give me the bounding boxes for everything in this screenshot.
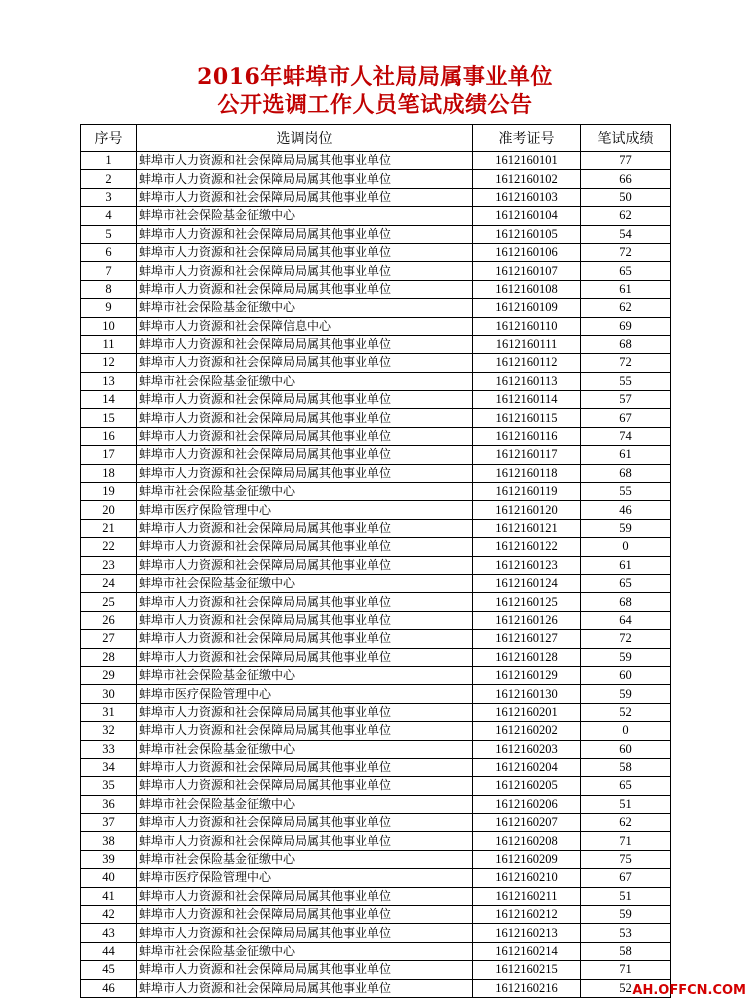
table-row bbox=[81, 869, 671, 887]
table-row bbox=[81, 372, 671, 390]
row-score: 51 bbox=[581, 887, 671, 905]
row-exam-number: 1612160210 bbox=[473, 869, 581, 887]
row-exam-number: 1612160119 bbox=[473, 483, 581, 501]
table-row bbox=[81, 648, 671, 666]
row-exam-number: 1612160214 bbox=[473, 942, 581, 960]
row-score: 61 bbox=[581, 446, 671, 464]
row-exam-number: 1612160106 bbox=[473, 243, 581, 261]
row-position: 蚌埠市人力资源和社会保障局局属其他事业单位 bbox=[137, 446, 473, 464]
table-row bbox=[81, 446, 671, 464]
row-position: 蚌埠市医疗保险管理中心 bbox=[137, 869, 473, 887]
row-exam-number: 1612160120 bbox=[473, 501, 581, 519]
row-position: 蚌埠市人力资源和社会保障局局属其他事业单位 bbox=[137, 354, 473, 372]
row-seq: 16 bbox=[81, 427, 137, 445]
page-title-line-1: 2016年蚌埠市人社局局属事业单位 bbox=[197, 64, 553, 90]
row-position: 蚌埠市人力资源和社会保障局局属其他事业单位 bbox=[137, 777, 473, 795]
table-row bbox=[81, 685, 671, 703]
row-seq: 18 bbox=[81, 464, 137, 482]
row-position: 蚌埠市社会保险基金征缴中心 bbox=[137, 483, 473, 501]
row-exam-number: 1612160121 bbox=[473, 519, 581, 537]
row-exam-number: 1612160124 bbox=[473, 574, 581, 592]
row-score: 72 bbox=[581, 243, 671, 261]
row-score: 62 bbox=[581, 299, 671, 317]
row-seq: 30 bbox=[81, 685, 137, 703]
row-seq: 1 bbox=[81, 152, 137, 170]
table-row bbox=[81, 556, 671, 574]
results-table bbox=[80, 124, 671, 998]
row-score: 65 bbox=[581, 777, 671, 795]
row-exam-number: 1612160209 bbox=[473, 850, 581, 868]
table-row bbox=[81, 501, 671, 519]
row-seq: 13 bbox=[81, 372, 137, 390]
table-row bbox=[81, 814, 671, 832]
table-row bbox=[81, 630, 671, 648]
row-score: 55 bbox=[581, 483, 671, 501]
header-row bbox=[81, 125, 671, 152]
row-seq: 5 bbox=[81, 225, 137, 243]
row-score: 58 bbox=[581, 942, 671, 960]
row-seq: 27 bbox=[81, 630, 137, 648]
row-exam-number: 1612160126 bbox=[473, 611, 581, 629]
row-score: 46 bbox=[581, 501, 671, 519]
row-score: 71 bbox=[581, 832, 671, 850]
row-seq: 29 bbox=[81, 666, 137, 684]
row-seq: 17 bbox=[81, 446, 137, 464]
row-seq: 32 bbox=[81, 722, 137, 740]
row-seq: 38 bbox=[81, 832, 137, 850]
table-row bbox=[81, 299, 671, 317]
row-seq: 43 bbox=[81, 924, 137, 942]
row-seq: 21 bbox=[81, 519, 137, 537]
row-seq: 24 bbox=[81, 574, 137, 592]
row-score: 74 bbox=[581, 427, 671, 445]
row-seq: 2 bbox=[81, 170, 137, 188]
row-exam-number: 1612160201 bbox=[473, 703, 581, 721]
row-exam-number: 1612160102 bbox=[473, 170, 581, 188]
row-position: 蚌埠市社会保险基金征缴中心 bbox=[137, 666, 473, 684]
row-position: 蚌埠市人力资源和社会保障局局属其他事业单位 bbox=[137, 427, 473, 445]
table-row bbox=[81, 758, 671, 776]
row-position: 蚌埠市社会保险基金征缴中心 bbox=[137, 372, 473, 390]
table-row bbox=[81, 611, 671, 629]
row-score: 58 bbox=[581, 758, 671, 776]
row-seq: 4 bbox=[81, 207, 137, 225]
row-score: 59 bbox=[581, 519, 671, 537]
row-position: 蚌埠市人力资源和社会保障信息中心 bbox=[137, 317, 473, 335]
row-exam-number: 1612160103 bbox=[473, 188, 581, 206]
row-position: 蚌埠市社会保险基金征缴中心 bbox=[137, 942, 473, 960]
row-seq: 34 bbox=[81, 758, 137, 776]
row-exam-number: 1612160128 bbox=[473, 648, 581, 666]
row-exam-number: 1612160125 bbox=[473, 593, 581, 611]
row-exam-number: 1612160108 bbox=[473, 280, 581, 298]
row-seq: 28 bbox=[81, 648, 137, 666]
row-score: 67 bbox=[581, 409, 671, 427]
table-row bbox=[81, 703, 671, 721]
row-position: 蚌埠市人力资源和社会保障局局属其他事业单位 bbox=[137, 961, 473, 979]
row-seq: 11 bbox=[81, 335, 137, 353]
row-seq: 46 bbox=[81, 979, 137, 997]
row-score: 64 bbox=[581, 611, 671, 629]
table-row bbox=[81, 464, 671, 482]
row-position: 蚌埠市人力资源和社会保障局局属其他事业单位 bbox=[137, 593, 473, 611]
row-seq: 25 bbox=[81, 593, 137, 611]
row-position: 蚌埠市人力资源和社会保障局局属其他事业单位 bbox=[137, 630, 473, 648]
table-row bbox=[81, 519, 671, 537]
row-position: 蚌埠市人力资源和社会保障局局属其他事业单位 bbox=[137, 243, 473, 261]
row-exam-number: 1612160105 bbox=[473, 225, 581, 243]
header-score: 笔试成绩 bbox=[581, 125, 671, 152]
row-score: 72 bbox=[581, 354, 671, 372]
row-seq: 40 bbox=[81, 869, 137, 887]
row-position: 蚌埠市社会保险基金征缴中心 bbox=[137, 850, 473, 868]
row-position: 蚌埠市人力资源和社会保障局局属其他事业单位 bbox=[137, 391, 473, 409]
row-position: 蚌埠市人力资源和社会保障局局属其他事业单位 bbox=[137, 979, 473, 997]
table-row bbox=[81, 170, 671, 188]
row-position: 蚌埠市人力资源和社会保障局局属其他事业单位 bbox=[137, 611, 473, 629]
row-exam-number: 1612160127 bbox=[473, 630, 581, 648]
row-seq: 3 bbox=[81, 188, 137, 206]
row-score: 59 bbox=[581, 906, 671, 924]
row-exam-number: 1612160101 bbox=[473, 152, 581, 170]
row-exam-number: 1612160206 bbox=[473, 795, 581, 813]
row-seq: 41 bbox=[81, 887, 137, 905]
page-title-line-2: 公开选调工作人员笔试成绩公告 bbox=[217, 92, 533, 118]
row-seq: 37 bbox=[81, 814, 137, 832]
row-score: 52 bbox=[581, 703, 671, 721]
table-row bbox=[81, 538, 671, 556]
row-position: 蚌埠市人力资源和社会保障局局属其他事业单位 bbox=[137, 335, 473, 353]
row-position: 蚌埠市医疗保险管理中心 bbox=[137, 685, 473, 703]
table-row bbox=[81, 280, 671, 298]
table-row bbox=[81, 887, 671, 905]
row-exam-number: 1612160115 bbox=[473, 409, 581, 427]
row-score: 71 bbox=[581, 961, 671, 979]
row-position: 蚌埠市人力资源和社会保障局局属其他事业单位 bbox=[137, 887, 473, 905]
row-exam-number: 1612160114 bbox=[473, 391, 581, 409]
row-exam-number: 1612160207 bbox=[473, 814, 581, 832]
row-seq: 44 bbox=[81, 942, 137, 960]
table-row bbox=[81, 722, 671, 740]
row-exam-number: 1612160216 bbox=[473, 979, 581, 997]
table-row bbox=[81, 795, 671, 813]
row-score: 66 bbox=[581, 170, 671, 188]
row-seq: 10 bbox=[81, 317, 137, 335]
row-position: 蚌埠市医疗保险管理中心 bbox=[137, 501, 473, 519]
row-position: 蚌埠市人力资源和社会保障局局属其他事业单位 bbox=[137, 722, 473, 740]
row-seq: 23 bbox=[81, 556, 137, 574]
table-row bbox=[81, 777, 671, 795]
row-score: 67 bbox=[581, 869, 671, 887]
row-position: 蚌埠市人力资源和社会保障局局属其他事业单位 bbox=[137, 409, 473, 427]
row-exam-number: 1612160113 bbox=[473, 372, 581, 390]
row-score: 62 bbox=[581, 207, 671, 225]
row-seq: 14 bbox=[81, 391, 137, 409]
table-row bbox=[81, 832, 671, 850]
row-score: 61 bbox=[581, 556, 671, 574]
row-score: 50 bbox=[581, 188, 671, 206]
row-seq: 8 bbox=[81, 280, 137, 298]
row-position: 蚌埠市社会保险基金征缴中心 bbox=[137, 299, 473, 317]
row-seq: 45 bbox=[81, 961, 137, 979]
row-position: 蚌埠市社会保险基金征缴中心 bbox=[137, 207, 473, 225]
row-position: 蚌埠市人力资源和社会保障局局属其他事业单位 bbox=[137, 832, 473, 850]
table-row bbox=[81, 354, 671, 372]
row-position: 蚌埠市人力资源和社会保障局局属其他事业单位 bbox=[137, 152, 473, 170]
row-exam-number: 1612160107 bbox=[473, 262, 581, 280]
table-row bbox=[81, 207, 671, 225]
row-score: 55 bbox=[581, 372, 671, 390]
row-score: 75 bbox=[581, 850, 671, 868]
row-exam-number: 1612160116 bbox=[473, 427, 581, 445]
row-score: 0 bbox=[581, 538, 671, 556]
row-position: 蚌埠市人力资源和社会保障局局属其他事业单位 bbox=[137, 188, 473, 206]
row-score: 65 bbox=[581, 262, 671, 280]
row-position: 蚌埠市人力资源和社会保障局局属其他事业单位 bbox=[137, 758, 473, 776]
header-position: 选调岗位 bbox=[137, 125, 473, 152]
row-position: 蚌埠市社会保险基金征缴中心 bbox=[137, 740, 473, 758]
row-position: 蚌埠市人力资源和社会保障局局属其他事业单位 bbox=[137, 280, 473, 298]
row-position: 蚌埠市社会保险基金征缴中心 bbox=[137, 574, 473, 592]
row-seq: 33 bbox=[81, 740, 137, 758]
row-seq: 19 bbox=[81, 483, 137, 501]
table-row bbox=[81, 391, 671, 409]
row-seq: 12 bbox=[81, 354, 137, 372]
row-score: 77 bbox=[581, 152, 671, 170]
row-seq: 20 bbox=[81, 501, 137, 519]
row-exam-number: 1612160122 bbox=[473, 538, 581, 556]
row-exam-number: 1612160215 bbox=[473, 961, 581, 979]
row-exam-number: 1612160213 bbox=[473, 924, 581, 942]
row-seq: 9 bbox=[81, 299, 137, 317]
header-exam-number: 准考证号 bbox=[473, 125, 581, 152]
row-score: 59 bbox=[581, 685, 671, 703]
row-exam-number: 1612160117 bbox=[473, 446, 581, 464]
row-exam-number: 1612160109 bbox=[473, 299, 581, 317]
row-seq: 35 bbox=[81, 777, 137, 795]
table-row bbox=[81, 961, 671, 979]
row-position: 蚌埠市人力资源和社会保障局局属其他事业单位 bbox=[137, 538, 473, 556]
row-exam-number: 1612160208 bbox=[473, 832, 581, 850]
row-position: 蚌埠市人力资源和社会保障局局属其他事业单位 bbox=[137, 814, 473, 832]
row-score: 60 bbox=[581, 666, 671, 684]
table-row bbox=[81, 188, 671, 206]
row-exam-number: 1612160205 bbox=[473, 777, 581, 795]
row-score: 68 bbox=[581, 593, 671, 611]
row-exam-number: 1612160211 bbox=[473, 887, 581, 905]
row-position: 蚌埠市人力资源和社会保障局局属其他事业单位 bbox=[137, 924, 473, 942]
row-position: 蚌埠市人力资源和社会保障局局属其他事业单位 bbox=[137, 170, 473, 188]
table-row bbox=[81, 906, 671, 924]
row-exam-number: 1612160118 bbox=[473, 464, 581, 482]
row-exam-number: 1612160112 bbox=[473, 354, 581, 372]
table-row bbox=[81, 427, 671, 445]
table-row bbox=[81, 574, 671, 592]
row-score: 0 bbox=[581, 722, 671, 740]
row-position: 蚌埠市人力资源和社会保障局局属其他事业单位 bbox=[137, 519, 473, 537]
row-score: 57 bbox=[581, 391, 671, 409]
row-position: 蚌埠市人力资源和社会保障局局属其他事业单位 bbox=[137, 464, 473, 482]
row-position: 蚌埠市社会保险基金征缴中心 bbox=[137, 795, 473, 813]
row-position: 蚌埠市人力资源和社会保障局局属其他事业单位 bbox=[137, 262, 473, 280]
row-score: 60 bbox=[581, 740, 671, 758]
row-position: 蚌埠市人力资源和社会保障局局属其他事业单位 bbox=[137, 906, 473, 924]
row-exam-number: 1612160204 bbox=[473, 758, 581, 776]
row-score: 68 bbox=[581, 464, 671, 482]
row-exam-number: 1612160202 bbox=[473, 722, 581, 740]
row-score: 72 bbox=[581, 630, 671, 648]
row-seq: 7 bbox=[81, 262, 137, 280]
table-row bbox=[81, 317, 671, 335]
table-row bbox=[81, 409, 671, 427]
table-row bbox=[81, 924, 671, 942]
row-seq: 36 bbox=[81, 795, 137, 813]
watermark-text: AH.OFFCN.COM bbox=[632, 983, 746, 998]
row-position: 蚌埠市人力资源和社会保障局局属其他事业单位 bbox=[137, 703, 473, 721]
table-row bbox=[81, 335, 671, 353]
row-score: 54 bbox=[581, 225, 671, 243]
row-position: 蚌埠市人力资源和社会保障局局属其他事业单位 bbox=[137, 225, 473, 243]
table-row bbox=[81, 850, 671, 868]
row-score: 62 bbox=[581, 814, 671, 832]
row-position: 蚌埠市人力资源和社会保障局局属其他事业单位 bbox=[137, 648, 473, 666]
row-seq: 31 bbox=[81, 703, 137, 721]
table-row bbox=[81, 979, 671, 997]
row-score: 65 bbox=[581, 574, 671, 592]
table-row bbox=[81, 483, 671, 501]
row-exam-number: 1612160129 bbox=[473, 666, 581, 684]
row-seq: 6 bbox=[81, 243, 137, 261]
table-row bbox=[81, 942, 671, 960]
table-row bbox=[81, 225, 671, 243]
row-seq: 26 bbox=[81, 611, 137, 629]
row-score: 52 bbox=[581, 979, 671, 997]
table-row bbox=[81, 152, 671, 170]
row-exam-number: 1612160212 bbox=[473, 906, 581, 924]
row-exam-number: 1612160104 bbox=[473, 207, 581, 225]
row-score: 59 bbox=[581, 648, 671, 666]
row-seq: 15 bbox=[81, 409, 137, 427]
row-score: 61 bbox=[581, 280, 671, 298]
row-position: 蚌埠市人力资源和社会保障局局属其他事业单位 bbox=[137, 556, 473, 574]
row-score: 51 bbox=[581, 795, 671, 813]
row-exam-number: 1612160123 bbox=[473, 556, 581, 574]
row-score: 68 bbox=[581, 335, 671, 353]
table-row bbox=[81, 262, 671, 280]
table-row bbox=[81, 740, 671, 758]
row-exam-number: 1612160203 bbox=[473, 740, 581, 758]
table-header bbox=[81, 125, 671, 152]
table-row bbox=[81, 666, 671, 684]
table-row bbox=[81, 593, 671, 611]
table-row bbox=[81, 243, 671, 261]
header-seq: 序号 bbox=[81, 125, 137, 152]
row-score: 69 bbox=[581, 317, 671, 335]
row-exam-number: 1612160110 bbox=[473, 317, 581, 335]
row-seq: 22 bbox=[81, 538, 137, 556]
row-exam-number: 1612160111 bbox=[473, 335, 581, 353]
row-seq: 39 bbox=[81, 850, 137, 868]
row-seq: 42 bbox=[81, 906, 137, 924]
table-body bbox=[81, 152, 671, 998]
row-exam-number: 1612160130 bbox=[473, 685, 581, 703]
row-score: 53 bbox=[581, 924, 671, 942]
